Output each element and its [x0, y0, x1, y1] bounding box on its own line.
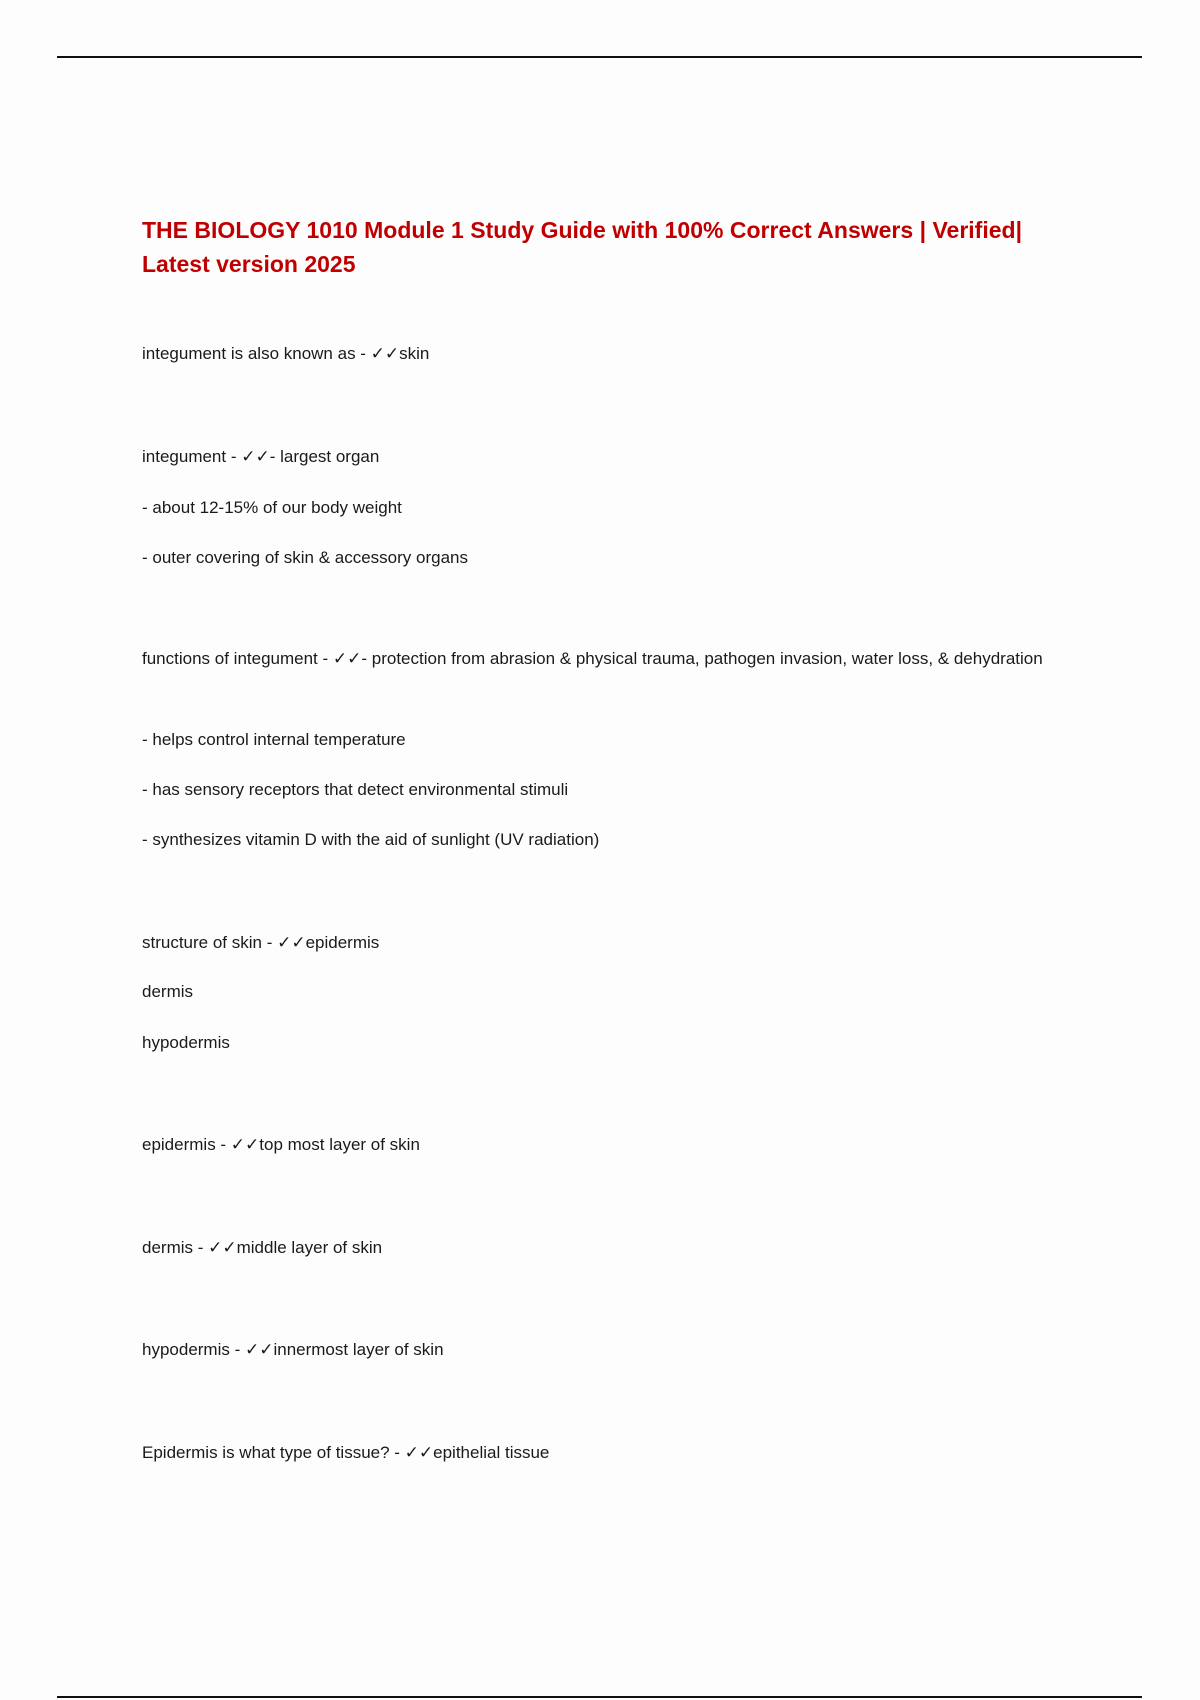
text-line: structure of skin - ✓✓epidermis: [142, 933, 380, 952]
text-line: epidermis - ✓✓top most layer of skin: [142, 1135, 420, 1154]
document-title: THE BIOLOGY 1010 Module 1 Study Guide with 100% Correct Answers | Verified| Latest version 2025: [142, 217, 1022, 277]
text-line: dermis: [142, 982, 194, 1001]
bottom-rule: [57, 1696, 1142, 1698]
text-line: hypodermis: [142, 1033, 230, 1052]
top-rule: [57, 56, 1142, 58]
text-line: - has sensory receptors that detect environmental stimuli: [142, 780, 569, 799]
text-line: integument is also known as - ✓✓skin: [142, 344, 430, 363]
text-line: Epidermis is what type of tissue? - ✓✓epithelial tissue: [142, 1443, 550, 1462]
text-line: - helps control internal temperature: [142, 730, 406, 749]
text-line: - about 12-15% of our body weight: [142, 498, 402, 517]
text-line: dermis - ✓✓middle layer of skin: [142, 1238, 383, 1257]
text-line: - outer covering of skin & accessory organs: [142, 548, 468, 567]
text-line: integument - ✓✓- largest organ: [142, 447, 380, 466]
text-line: - synthesizes vitamin D with the aid of sunlight (UV radiation): [142, 830, 600, 849]
text-line: hypodermis - ✓✓innermost layer of skin: [142, 1340, 444, 1359]
text-line: functions of integument - ✓✓- protection from abrasion & physical trauma, pathogen invasion, water loss, & dehydration: [142, 649, 1043, 668]
